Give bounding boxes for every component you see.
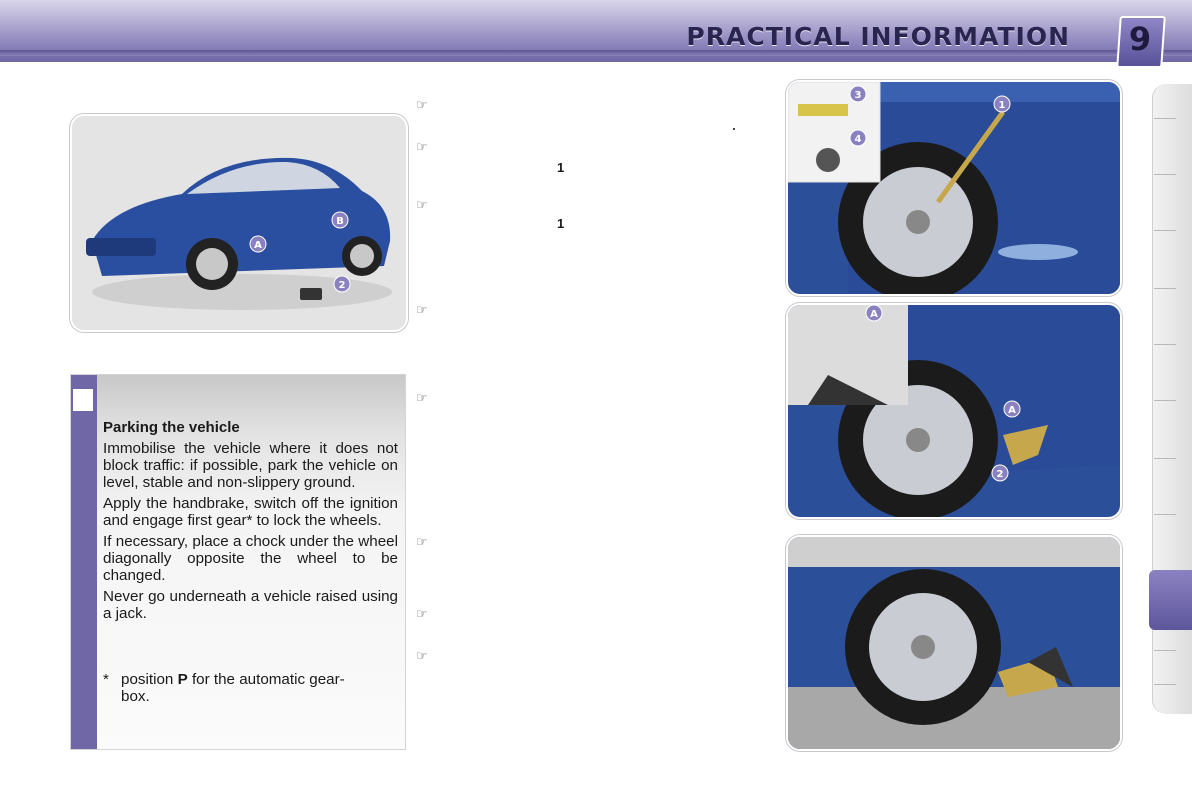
side-index-divider [1154, 174, 1176, 175]
callout-a: A [254, 240, 262, 251]
footnote-text: position [121, 671, 178, 688]
side-index-divider [1154, 650, 1176, 651]
step-bullet-icon: ☞ [416, 607, 428, 622]
side-index-divider [1154, 344, 1176, 345]
infobox-paragraph: Never go underneath a vehicle raised using a jack. [103, 588, 398, 622]
wheel-bolts-photo [786, 80, 1122, 296]
callout-a: A [1008, 405, 1016, 416]
side-index-divider [1154, 684, 1176, 685]
step-bullet-icon: ☞ [416, 98, 428, 113]
callout-2: 2 [996, 469, 1004, 480]
footnote-rest: for the automatic gear- [187, 671, 345, 688]
step-number: 1 [557, 160, 565, 175]
step-bullet-icon: ☞ [416, 649, 428, 664]
text-mark [733, 128, 735, 130]
side-index-active-tab[interactable] [1149, 570, 1192, 630]
infobox-paragraph: If necessary, place a chock under the wheel diagonally opposite the wheel to be changed. [103, 533, 398, 584]
step-bullet-icon: ☞ [416, 140, 428, 155]
footnote-bold: P [177, 671, 188, 688]
callout-a: A [870, 309, 878, 320]
step-bullet-icon: ☞ [416, 198, 428, 213]
side-index-divider [1154, 514, 1176, 515]
infobox-paragraph: Apply the handbrake, switch off the ignition and engage first gear* to lock the wheels. [103, 495, 398, 529]
side-index-divider [1154, 458, 1176, 459]
callout-b: B [336, 216, 344, 227]
step-bullet-icon: ☞ [416, 303, 428, 318]
jack-position-photo [786, 303, 1122, 519]
infobox-accent-bar [71, 375, 97, 749]
side-index-divider [1154, 230, 1176, 231]
footnote [103, 671, 398, 705]
step-bullet-icon: ☞ [416, 391, 428, 406]
step-bullet-icon: ☞ [416, 535, 428, 550]
infobox-body [103, 419, 398, 626]
page-title: PRACTICAL INFORMATION [686, 22, 1070, 51]
callout-3: 3 [854, 90, 862, 101]
infobox-paragraph: Immobilise the vehicle where it does not block traffic: if possible, park the vehicle on level, stable and non-slippery ground. [103, 440, 398, 491]
step-number: 1 [557, 216, 565, 231]
callout-4: 4 [854, 134, 862, 145]
side-index-divider [1154, 288, 1176, 289]
raising-vehicle-photo [786, 535, 1122, 751]
footnote-rest-2: box. [121, 688, 150, 705]
callout-2: 2 [338, 280, 346, 291]
footnote-star: * [103, 671, 109, 688]
chapter-number: 9 [1128, 20, 1152, 58]
parking-infobox [70, 374, 406, 750]
side-index-divider [1154, 118, 1176, 119]
callout-1: 1 [998, 100, 1006, 111]
infobox-heading: Parking the vehicle [103, 419, 240, 436]
infobox-marker [72, 388, 94, 412]
side-index-divider [1154, 400, 1176, 401]
vehicle-overview-photo [70, 114, 408, 332]
